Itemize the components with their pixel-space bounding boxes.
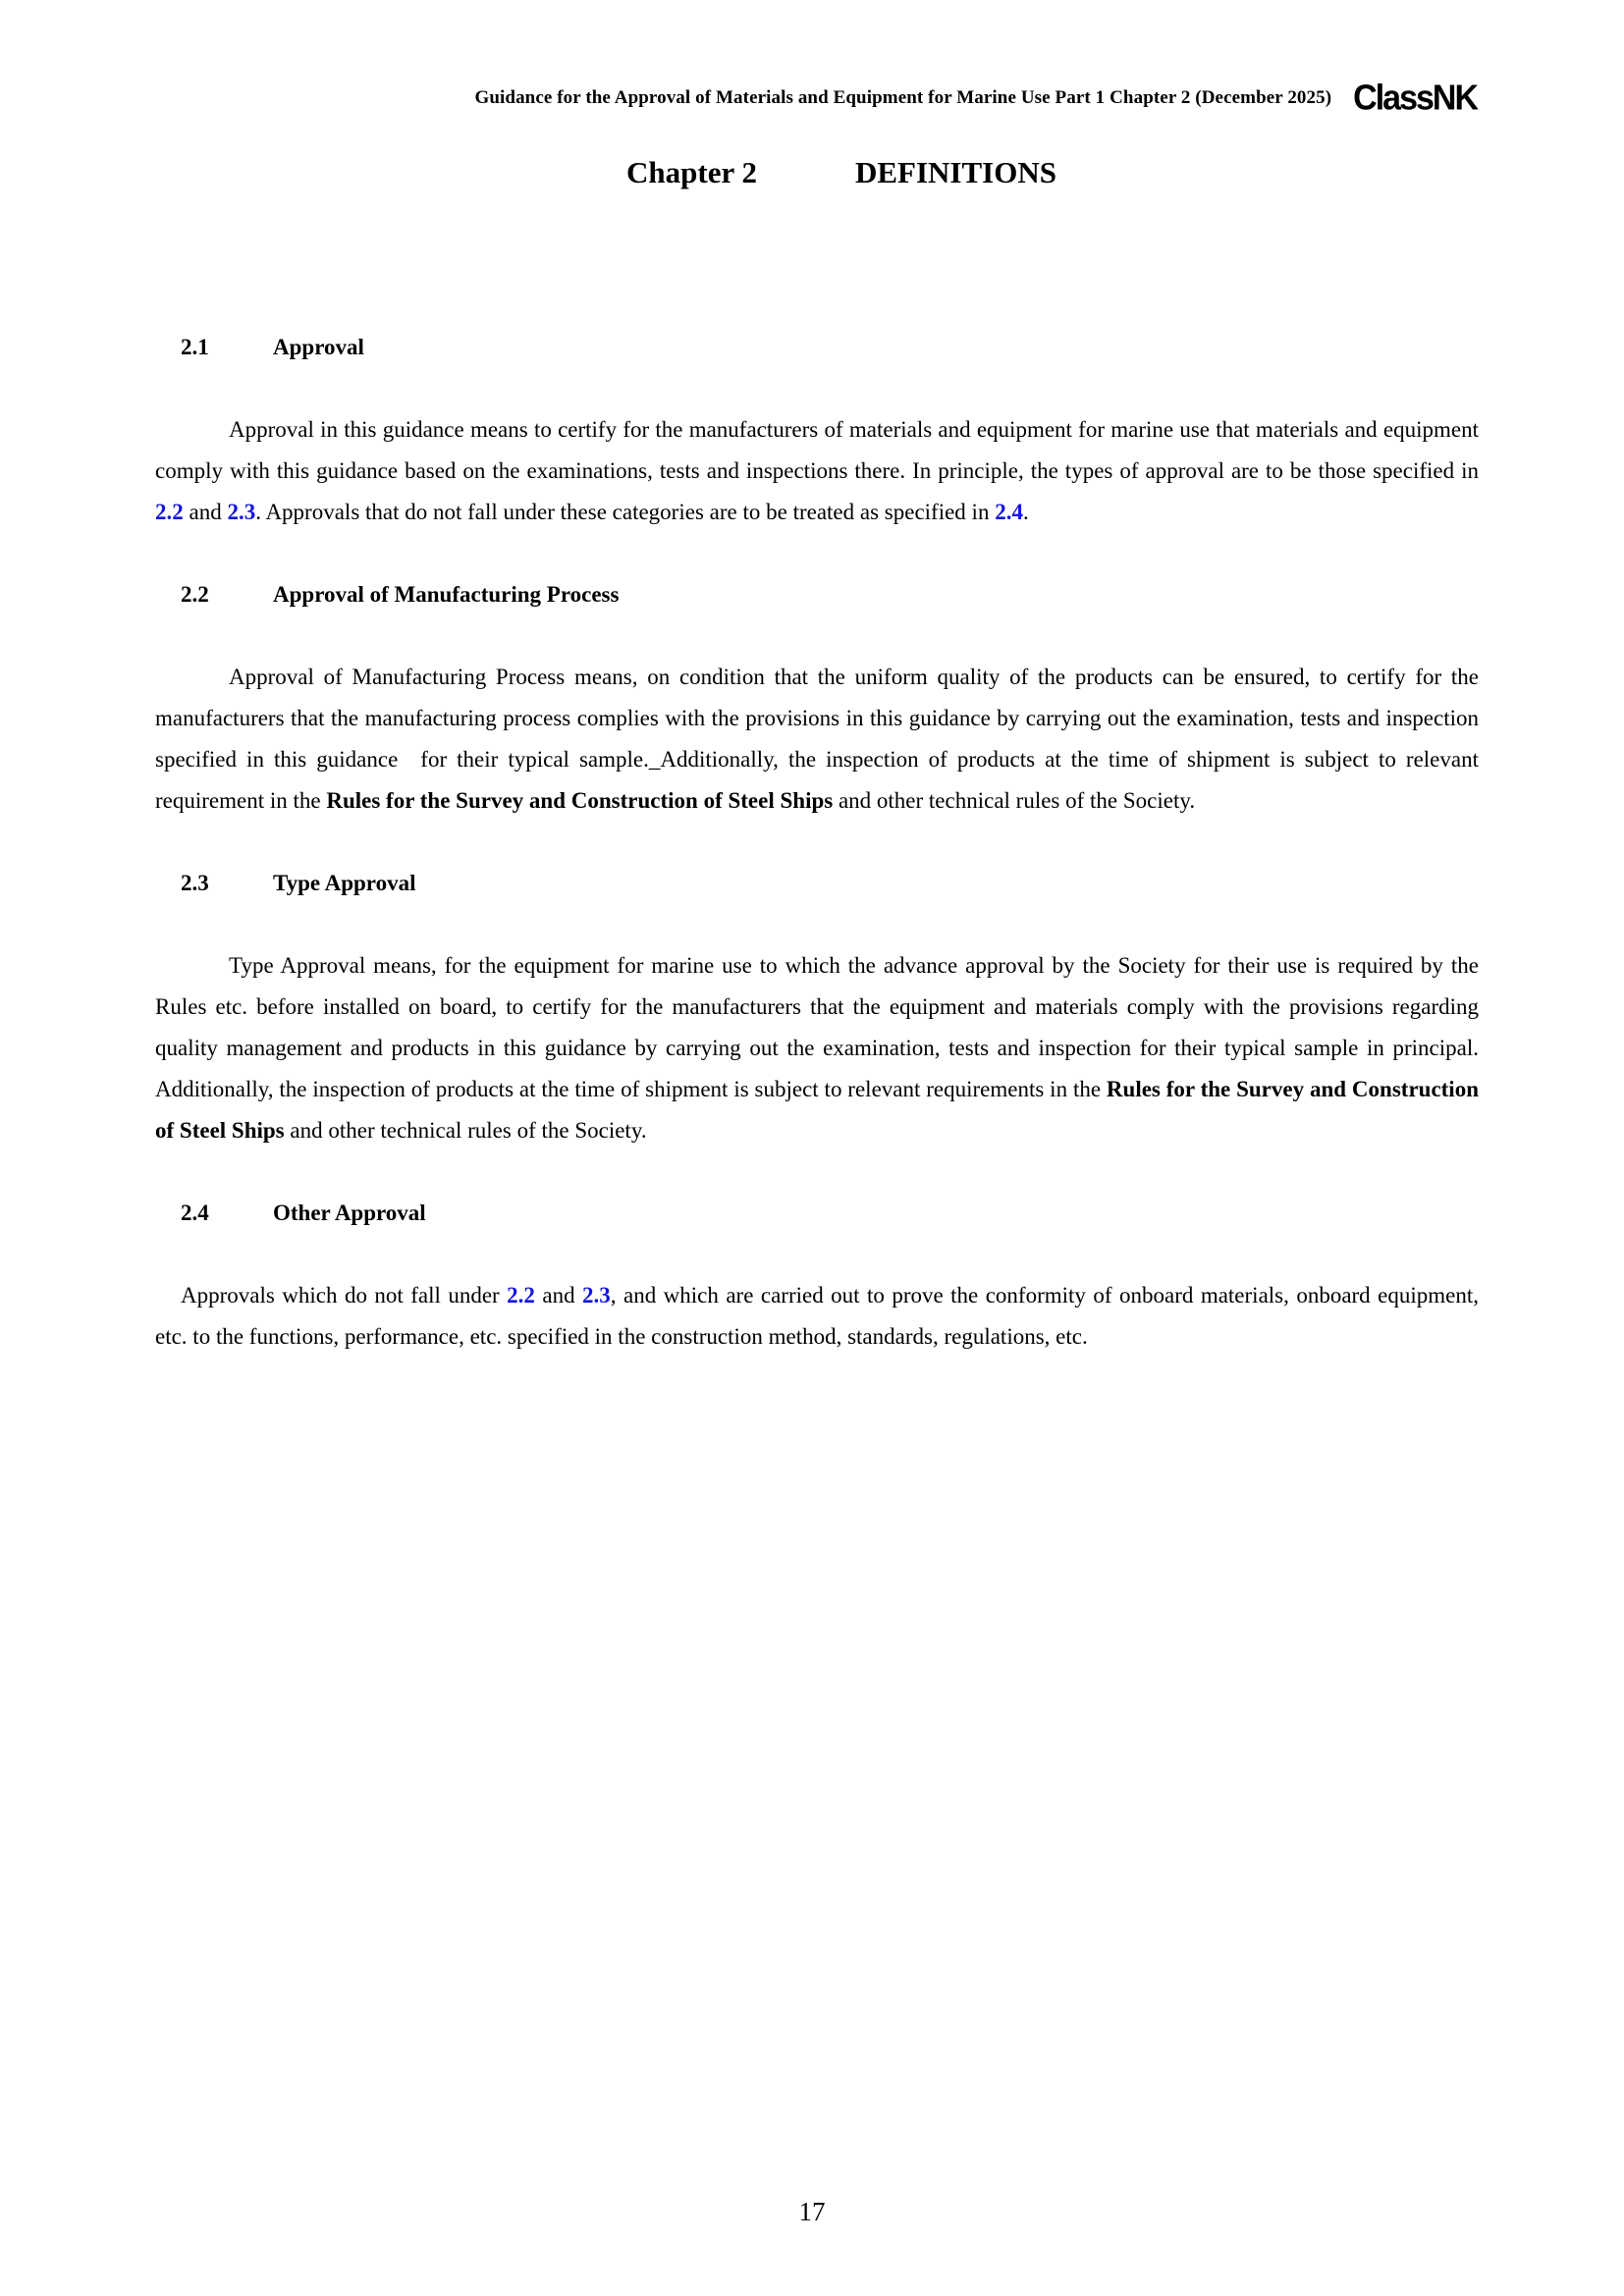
page-number: 17 (798, 2197, 826, 2226)
cross-reference-link[interactable]: 2.4 (995, 500, 1023, 524)
cross-reference-link[interactable]: 2.2 (507, 1283, 535, 1308)
section-2-4 (155, 1193, 1479, 1358)
paragraph-text: Type Approval means, for the equipment for marine use to which the advance approval by the Society for their use is required by the Rules etc. before installed on board, to certify for the manufacturers that the equipment and materials comply with the provisions regarding quality management and products in this guidance by carrying out the examination, tests and inspection for their typical sample in principal. Additionally, the inspection of products at the time of shipment is subject to relevant requirements in the (155, 953, 1479, 1101)
chapter-title (0, 155, 1624, 190)
section-paragraph (155, 945, 1479, 1151)
rule-reference: Rules for the Survey and Construction of Steel Ships (155, 1077, 1479, 1143)
cross-reference-link[interactable]: 2.3 (582, 1283, 611, 1308)
paragraph-text: Approval in this guidance means to certify for the manufacturers of materials and equipment for marine use that materials and equipment comply with this guidance based on the examinations, tests and inspections there. In principle, the types of approval are to be those specified in (155, 417, 1479, 483)
section-title: Type Approval (273, 871, 416, 895)
paragraph-text: . Approvals that do not fall under these categories are to be treated as specified in (255, 500, 996, 524)
section-2-1 (155, 327, 1479, 533)
document-body (155, 327, 1479, 1399)
section-number: 2.3 (181, 871, 209, 895)
paragraph-text: Approvals which do not fall under (181, 1283, 508, 1308)
section-2-3 (155, 863, 1479, 1151)
page-header (147, 79, 1477, 118)
section-title: Other Approval (273, 1201, 426, 1225)
section-title: Approval of Manufacturing Process (273, 582, 620, 607)
section-paragraph (155, 409, 1479, 533)
paragraph-text: and (534, 1283, 583, 1308)
running-header: Guidance for the Approval of Materials and Equipment for Marine Use Part 1 Chapter 2 (December 2025) (474, 87, 1332, 108)
cross-reference-link[interactable]: 2.3 (227, 500, 256, 524)
section-heading (181, 327, 1479, 368)
paragraph-text: . (1022, 500, 1029, 524)
paragraph-text: , and which are carried out to prove the conformity of onboard materials, onboard equipment, etc. to the functions, performance, etc. specified in the construction method, standards, regulations, etc. (155, 1283, 1479, 1349)
section-number: 2.2 (181, 582, 209, 607)
section-paragraph (155, 1275, 1479, 1358)
section-heading (181, 863, 1479, 904)
section-heading (181, 574, 1479, 615)
chapter-number: Chapter 2 (626, 155, 757, 189)
paragraph-text: and other technical rules of the Society. (833, 788, 1196, 813)
section-number: 2.1 (181, 335, 209, 359)
paragraph-text: and (183, 500, 228, 524)
section-number: 2.4 (181, 1201, 209, 1225)
section-2-2 (155, 574, 1479, 822)
chapter-name: DEFINITIONS (854, 155, 1056, 189)
section-title: Approval (273, 335, 364, 359)
cross-reference-link[interactable]: 2.2 (155, 500, 184, 524)
section-paragraph (155, 657, 1479, 822)
rule-reference: Rules for the Survey and Construction of Steel Ships (326, 788, 834, 813)
section-heading (181, 1193, 1479, 1234)
paragraph-text: Approval of Manufacturing Process means, on condition that the uniform quality of the products can be ensured, to certify for the manufacturers that the manufacturing process complies with the provisions in this guidance by carrying out the examination, tests and inspection specified in this guidance for their typical sample._Additionally, the inspection of products at the time of shipment is subject to relevant requirement in the (155, 665, 1479, 813)
classnk-logo: ClassNK (1353, 79, 1477, 118)
paragraph-text: and other technical rules of the Society. (284, 1118, 647, 1143)
